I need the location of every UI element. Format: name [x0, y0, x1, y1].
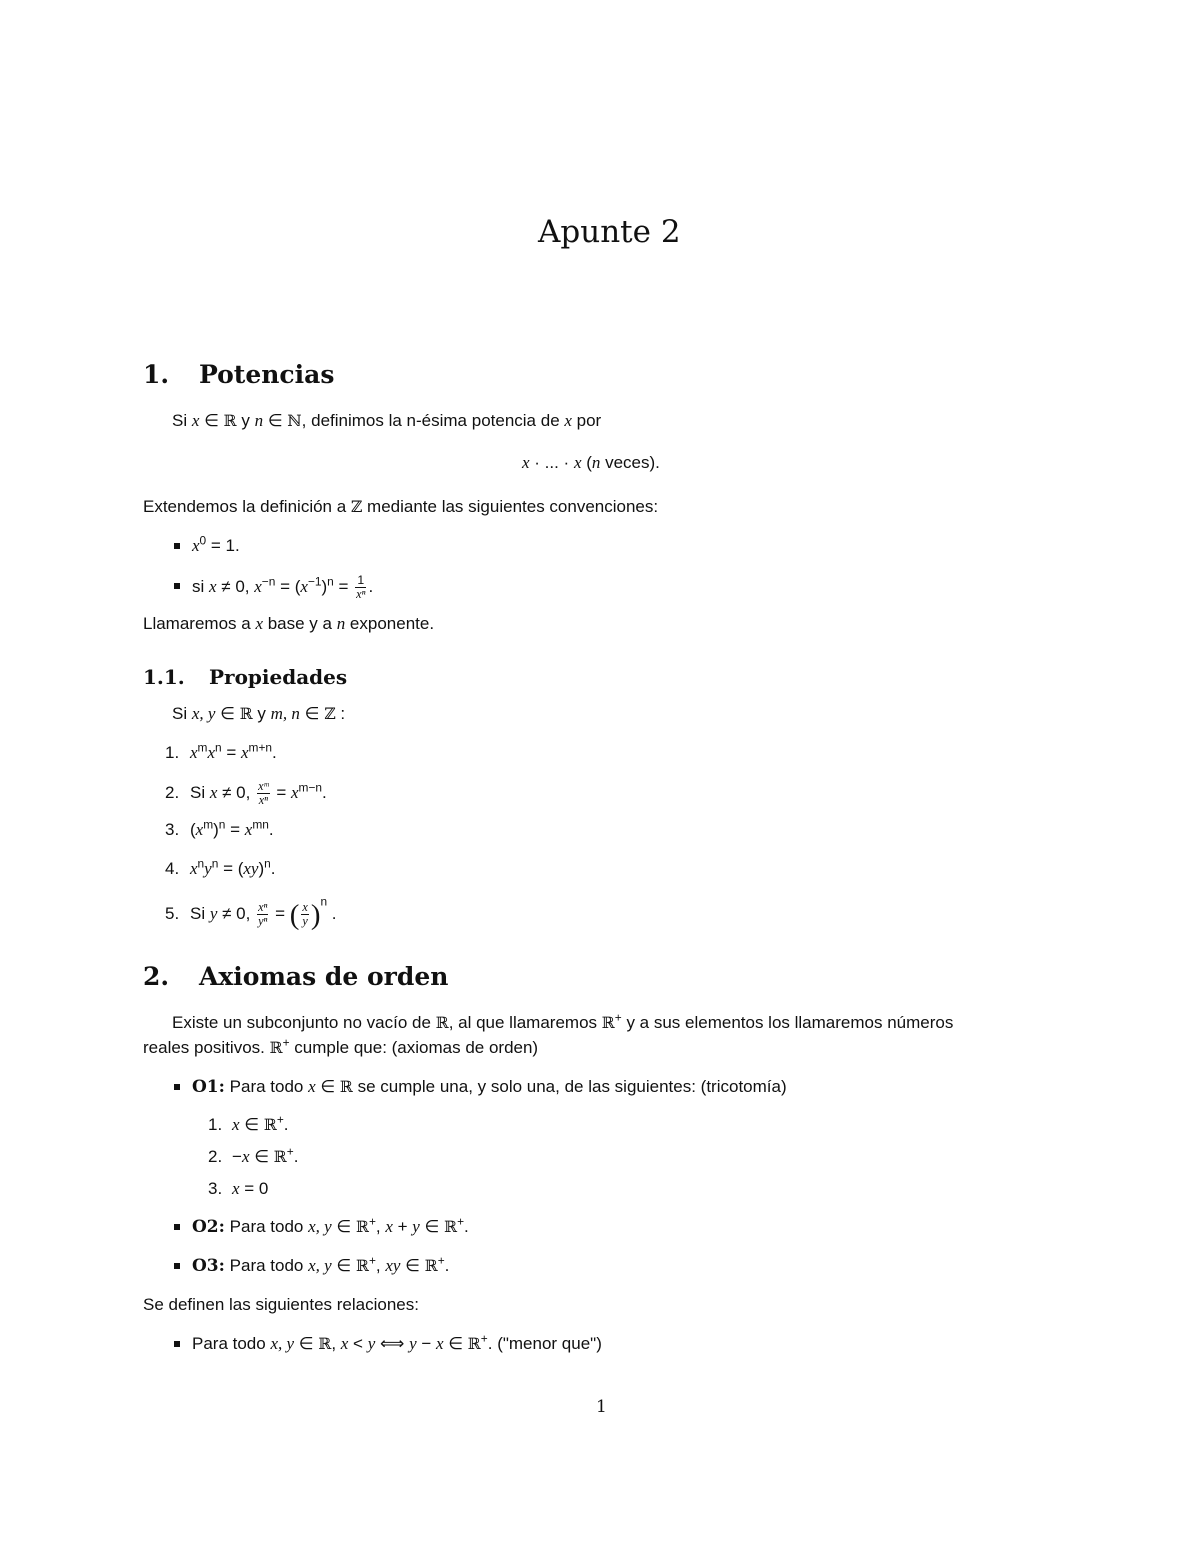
axiom-label: O1:	[192, 1077, 225, 1097]
text: .	[293, 1147, 299, 1166]
exponent: m	[203, 817, 214, 832]
exponent: n	[197, 856, 205, 871]
math-op: ∈	[331, 1256, 356, 1275]
section-1-number: 1.	[143, 360, 170, 389]
text: ,	[375, 1256, 386, 1275]
text: y a sus elementos los llamaremos números	[621, 1013, 954, 1032]
bullet-icon	[174, 1224, 180, 1230]
text: Para todo	[192, 1334, 271, 1353]
right-paren: )	[310, 899, 321, 931]
math-op: ∈	[249, 1147, 274, 1166]
set-symbol: ℝ	[339, 1077, 353, 1096]
text: . ("menor que")	[487, 1334, 602, 1353]
math-op: · ... ·	[529, 453, 574, 472]
relation-less-than	[174, 1331, 602, 1354]
exponent: +	[282, 1035, 290, 1050]
convention-zero-exponent	[174, 533, 240, 556]
math-op: ∈	[419, 1217, 445, 1236]
set-symbol: ℝ	[601, 1013, 615, 1032]
fraction-denominator: yⁿ	[258, 913, 268, 928]
set-symbol: ℤ	[350, 497, 363, 516]
text: Para todo	[224, 1077, 309, 1096]
exponent: n	[327, 574, 334, 589]
exponent: −n	[261, 574, 276, 589]
math-var: n	[591, 453, 601, 472]
item-number: 3.	[165, 820, 180, 839]
fraction-numerator: xᵐ	[258, 779, 269, 793]
text: , definimos la n-ésima potencia de	[301, 411, 565, 430]
math-var: x	[522, 453, 530, 472]
set-symbol: ℝ	[273, 1147, 287, 1166]
math-var: x	[291, 782, 299, 802]
text: ,	[375, 1217, 386, 1236]
text: .	[283, 1115, 289, 1134]
fraction-denominator: xⁿ	[258, 792, 268, 807]
page-number: 1	[596, 1397, 607, 1417]
math-var: x	[385, 1217, 393, 1236]
set-symbol: ℝ	[355, 1217, 369, 1236]
section-1-title: Potencias	[199, 360, 335, 389]
exponent: n	[218, 817, 226, 832]
math-var: x	[209, 782, 218, 802]
math-var: n	[336, 614, 346, 633]
text: Si	[190, 903, 210, 923]
exponent: n	[215, 740, 222, 755]
set-symbol: ℝ	[444, 1217, 458, 1236]
math-var: y	[412, 1217, 420, 1236]
math-var: x, y	[308, 1217, 332, 1236]
document-title: Apunte 2	[538, 214, 681, 250]
math-var: y	[209, 903, 218, 923]
trichotomy-item	[208, 1179, 268, 1199]
text: veces).	[600, 453, 660, 472]
math-var: y	[204, 859, 212, 878]
relations-intro: Se definen las siguientes relaciones:	[143, 1295, 419, 1314]
exponent: −1	[307, 574, 322, 589]
section-2-title: Axiomas de orden	[199, 962, 449, 991]
exponent: 0	[199, 533, 207, 548]
left-paren: (	[289, 899, 300, 931]
fraction-denominator: y	[302, 913, 308, 928]
exponent: m+n	[248, 740, 273, 755]
exponent: mn	[252, 817, 269, 832]
set-symbol: ℝ	[239, 704, 253, 723]
text: = (	[275, 576, 301, 596]
exponent: n	[211, 856, 219, 871]
convention-negative-exponent	[174, 574, 373, 601]
fraction-denominator: xⁿ	[356, 586, 366, 601]
text: :	[335, 704, 346, 723]
set-symbol: ℝ	[223, 411, 237, 430]
text: =	[221, 743, 241, 762]
text: ≠ 0,	[217, 903, 256, 923]
set-symbol: ℝ	[467, 1334, 481, 1353]
fraction	[355, 574, 366, 601]
math-var: x	[241, 1147, 250, 1166]
set-symbol: ℝ	[263, 1115, 277, 1134]
math-op: ∈	[331, 1217, 356, 1236]
math-op: +	[392, 1217, 413, 1236]
exponent: +	[368, 1214, 376, 1229]
math-var: x, y	[308, 1256, 332, 1275]
item-number: 2.	[165, 782, 180, 802]
text: = (	[218, 859, 244, 878]
item-number: 3.	[208, 1179, 223, 1198]
axioms-intro-line-2	[143, 1035, 539, 1058]
math-var: x	[435, 1334, 444, 1353]
text: exponente.	[345, 614, 435, 633]
text: =	[225, 820, 245, 839]
text: (	[581, 453, 592, 472]
text: Si	[172, 411, 192, 430]
math-var: y	[409, 1334, 417, 1353]
subsection-1-1-heading	[143, 665, 347, 689]
math-var: m, n	[270, 704, 300, 723]
set-symbol: ℝ	[424, 1256, 438, 1275]
math-var: x	[564, 411, 572, 430]
text: base y a	[262, 614, 337, 633]
item-number: 1.	[165, 743, 180, 762]
text: Si	[190, 782, 210, 802]
text: (	[190, 820, 196, 839]
text: Existe un subconjunto no vacío de	[172, 1013, 436, 1032]
math-var: x	[209, 576, 217, 596]
math-var: x	[244, 820, 253, 839]
text: = 1.	[206, 536, 240, 555]
math-op: ∈	[239, 1115, 264, 1134]
set-symbol: ℝ	[269, 1038, 283, 1057]
set-symbol: ℝ	[435, 1013, 449, 1032]
propiedades-intro	[172, 704, 345, 724]
math-var: x	[190, 743, 198, 762]
math-var: n	[254, 411, 264, 430]
math-op: ∈	[315, 1077, 340, 1096]
section-1-heading	[143, 360, 334, 390]
text: =	[271, 782, 291, 802]
text: )	[213, 820, 219, 839]
math-var: x	[254, 576, 262, 596]
text: )	[321, 576, 328, 596]
math-var: x	[190, 859, 198, 878]
section-2-heading	[143, 962, 448, 992]
text: ,	[331, 1334, 341, 1353]
exponent: n	[264, 856, 271, 871]
text: )	[258, 859, 265, 878]
math-op: −	[232, 1147, 242, 1166]
exponent: m	[197, 740, 208, 755]
math-op: ∈	[443, 1334, 468, 1353]
text: Para todo	[224, 1217, 309, 1236]
property-item	[165, 856, 276, 879]
text: Si	[172, 704, 192, 723]
text: =	[333, 576, 354, 596]
naming-text	[143, 614, 434, 634]
property-item	[165, 894, 337, 933]
property-item	[165, 780, 327, 807]
text: Extendemos la definición a	[143, 497, 351, 516]
math-var: x	[340, 1334, 349, 1353]
fraction-numerator: x	[302, 899, 308, 914]
text: mediante las siguientes convenciones:	[362, 497, 659, 516]
set-symbol: ℝ	[355, 1256, 369, 1275]
math-var: x	[191, 411, 200, 430]
set-symbol: ℝ	[318, 1334, 332, 1353]
potencias-intro	[172, 411, 601, 431]
subsection-title: Propiedades	[209, 665, 348, 689]
math-var: xy	[243, 859, 259, 878]
fraction	[301, 901, 308, 928]
math-var: x	[241, 743, 249, 762]
bullet-icon	[174, 1084, 180, 1090]
text: .	[322, 782, 327, 802]
section-2-number: 2.	[143, 962, 170, 991]
text: Llamaremos a	[143, 614, 256, 633]
fraction	[257, 901, 268, 928]
item-number: 5.	[165, 903, 180, 923]
text: cumple que: (axiomas de orden)	[289, 1038, 539, 1057]
axiom-o3	[174, 1253, 450, 1276]
math-var: x	[300, 576, 308, 596]
trichotomy-item	[208, 1112, 289, 1135]
bullet-icon	[174, 1341, 180, 1347]
axiom-label: O3:	[192, 1256, 225, 1276]
item-number: 2.	[208, 1147, 223, 1166]
fraction-numerator: xⁿ	[258, 899, 268, 914]
axiom-label: O2:	[192, 1217, 225, 1237]
text: y	[236, 411, 255, 430]
set-symbol: ℤ	[324, 704, 336, 723]
exponent: +	[437, 1253, 445, 1268]
math-op: −	[416, 1334, 436, 1353]
text: .	[368, 576, 374, 596]
exponent: +	[614, 1010, 622, 1025]
extend-definition-text	[143, 497, 658, 517]
text: , al que llamaremos	[448, 1013, 602, 1032]
bullet-icon	[174, 543, 180, 549]
bullet-icon	[174, 583, 180, 589]
math-var: x, y	[191, 704, 216, 723]
math-var: xy	[385, 1256, 401, 1275]
math-var: x	[232, 1179, 240, 1198]
text: .	[270, 859, 276, 878]
axiom-o1	[174, 1077, 787, 1097]
exponent: +	[286, 1144, 294, 1159]
math-var: x	[207, 743, 215, 762]
property-item	[165, 740, 277, 763]
math-op: ∈	[400, 1256, 425, 1275]
text: Para todo	[224, 1256, 309, 1275]
text: ≠ 0,	[217, 782, 256, 802]
text: .	[272, 743, 277, 762]
math-var: x	[192, 536, 200, 555]
property-item	[165, 817, 274, 840]
item-number: 4.	[165, 859, 180, 878]
math-op: <	[348, 1334, 368, 1353]
text: = 0	[239, 1179, 269, 1198]
trichotomy-item	[208, 1144, 299, 1167]
math-op: ∈	[215, 704, 240, 723]
exponent: +	[480, 1331, 488, 1346]
exponent: +	[276, 1112, 284, 1127]
exponent: +	[457, 1214, 465, 1229]
text: y	[252, 704, 271, 723]
fraction-numerator: 1	[355, 574, 366, 588]
math-op: ∈	[263, 411, 288, 430]
power-definition-display	[522, 453, 660, 473]
text: por	[571, 411, 602, 430]
text: ≠ 0,	[216, 576, 255, 596]
math-op: ∈	[299, 704, 325, 723]
math-var: x	[232, 1115, 240, 1134]
math-var: x	[308, 1077, 316, 1096]
text: .	[327, 903, 337, 923]
exponent: n	[320, 894, 328, 909]
exponent: +	[368, 1253, 376, 1268]
math-op: ∈	[199, 411, 224, 430]
text: .	[464, 1217, 469, 1236]
math-var: y	[367, 1334, 376, 1353]
text: se cumple una, y solo una, de las siguientes: (tricotomía)	[352, 1077, 787, 1096]
axioms-intro-line-1	[172, 1010, 954, 1033]
math-op: ⟺	[375, 1334, 410, 1353]
fraction	[257, 780, 270, 807]
math-var: x	[255, 614, 263, 633]
math-var: x, y	[270, 1334, 295, 1353]
text: =	[270, 903, 290, 923]
axiom-o2	[174, 1214, 469, 1237]
text: .	[268, 820, 274, 839]
item-number: 1.	[208, 1115, 223, 1134]
text: .	[444, 1256, 450, 1275]
math-op: ∈	[294, 1334, 319, 1353]
set-symbol: ℕ	[287, 411, 302, 430]
math-var: x	[573, 453, 582, 472]
text: reales positivos.	[143, 1038, 270, 1057]
math-var: x	[195, 820, 204, 839]
bullet-icon	[174, 1263, 180, 1269]
subsection-number: 1.1.	[143, 665, 185, 689]
text: si	[192, 576, 209, 596]
exponent: m−n	[298, 780, 323, 795]
